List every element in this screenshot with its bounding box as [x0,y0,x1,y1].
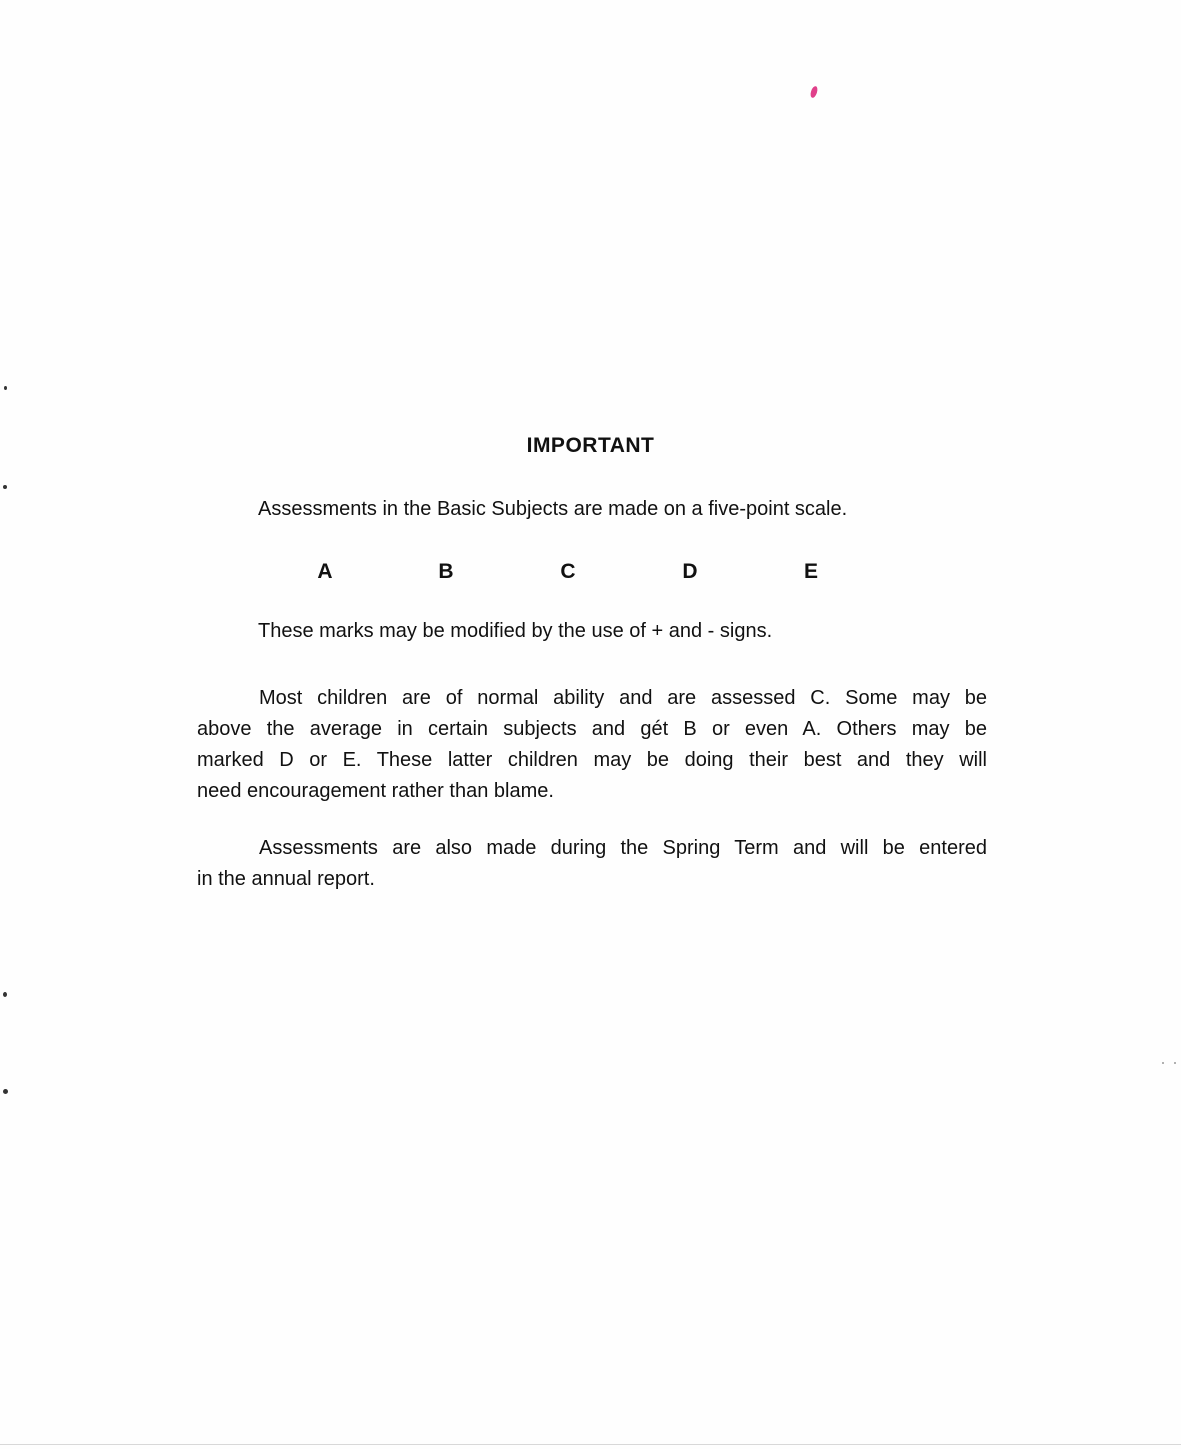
paragraph-line: need encouragement rather than blame. [197,780,554,802]
grade-b: B [438,560,454,583]
page-title: IMPORTANT [526,434,655,457]
grade-c: C [560,560,576,583]
grade-e: E [803,560,818,583]
grade-d: D [682,560,698,583]
paragraph-line: above the average in certain subjects and gét B or even A. Others may be [197,718,987,740]
paragraph-line: marked D or E. These latter children may be doing their best and they will [197,749,987,771]
spring-term-paragraph [197,833,987,895]
margin-speck [1174,1062,1176,1064]
margin-speck [1162,1062,1164,1064]
paragraph-line: Assessments are also made during the Spring Term and will be entered [259,837,987,859]
margin-speck [4,386,7,390]
page-edge [0,1444,1181,1445]
margin-speck [3,485,7,489]
margin-speck [3,992,7,997]
grade-a: A [317,560,333,583]
intro-text: Assessments in the Basic Subjects are made on a five-point scale. [258,498,848,520]
paragraph-line: in the annual report. [197,868,375,890]
pink-ink-mark [809,85,818,98]
ability-paragraph [197,683,987,807]
paragraph-line: Most children are of normal ability and are assessed C. Some may be [259,687,987,709]
modifier-note: These marks may be modified by the use of + and - signs. [258,620,773,642]
margin-speck [3,1089,8,1094]
